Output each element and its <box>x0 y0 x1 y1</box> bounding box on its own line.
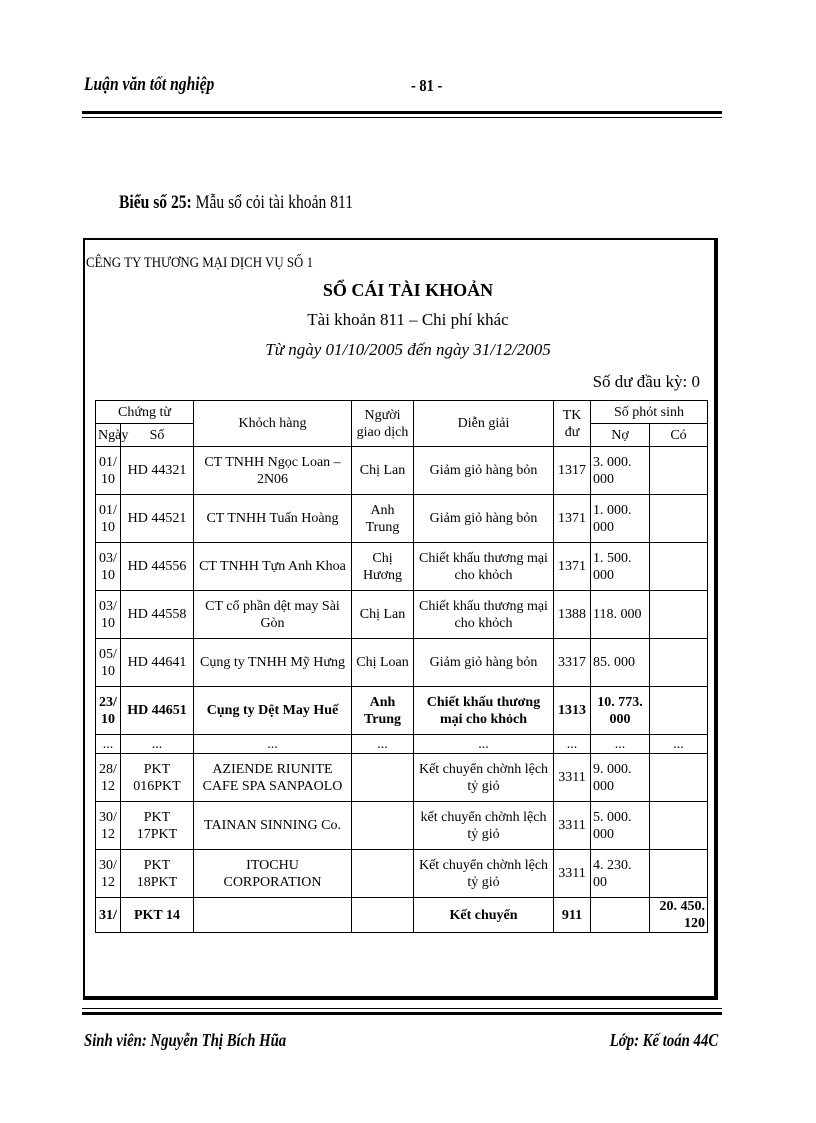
cell-date: 30/ 12 <box>96 802 121 850</box>
cell-customer: Cụng ty Dệt May Huế <box>194 687 352 735</box>
cell-number: HD 44641 <box>121 639 194 687</box>
cell-customer: CT cổ phần dệt may Sài Gòn <box>194 591 352 639</box>
cell-debit: 1. 500. 000 <box>591 543 650 591</box>
cell-number: HD 44558 <box>121 591 194 639</box>
cell-contra: 3317 <box>554 639 591 687</box>
table-row <box>96 495 708 543</box>
cell-ellipsis: ... <box>414 735 554 754</box>
cell-description: Giảm giỏ hàng bỏn <box>414 495 554 543</box>
col-description: Diễn giải <box>414 401 554 447</box>
footer-rule-thin <box>82 1008 722 1009</box>
opening-balance: Số dư đầu kỳ: 0 <box>592 372 700 391</box>
footer-rule-thick <box>82 1012 722 1015</box>
cell-description: Giảm giỏ hàng bỏn <box>414 447 554 495</box>
cell-customer: TAINAN SINNING Co. <box>194 802 352 850</box>
cell-customer: ITOCHU CORPORATION <box>194 850 352 898</box>
cell-credit <box>650 591 708 639</box>
cell-contra: 3311 <box>554 754 591 802</box>
col-credit: Có <box>650 424 708 447</box>
cell-date: 01/ 10 <box>96 495 121 543</box>
cell-contra: 1317 <box>554 447 591 495</box>
cell-deliverer: Anh Trung <box>352 687 414 735</box>
cell-contra: 1388 <box>554 591 591 639</box>
account-name: Tài khoản 811 – Chi phí khác <box>307 310 509 329</box>
cell-contra: 1371 <box>554 495 591 543</box>
cell-debit: 5. 000. 000 <box>591 802 650 850</box>
cell-date: 30/ 12 <box>96 850 121 898</box>
cell-deliverer: Chị Loan <box>352 639 414 687</box>
cell-contra: 1371 <box>554 543 591 591</box>
table-row <box>96 754 708 802</box>
cell-description: Kết chuyển chờnh lệch tỷ giỏ <box>414 754 554 802</box>
col-movement: Số phỏt sinh <box>591 401 708 424</box>
table-row <box>96 850 708 898</box>
caption-label: Biểu số 25: <box>119 192 192 213</box>
cell-number: HD 44556 <box>121 543 194 591</box>
cell-debit: 9. 000. 000 <box>591 754 650 802</box>
cell-credit <box>650 495 708 543</box>
cell-ellipsis: ... <box>591 735 650 754</box>
cell-contra: 3311 <box>554 850 591 898</box>
student-name: Sinh viên: Nguyễn Thị Bích Hũa <box>84 1030 287 1050</box>
cell-contra: 911 <box>554 898 591 933</box>
cell-deliverer <box>352 754 414 802</box>
cell-description: kết chuyển chờnh lệch tỷ giỏ <box>414 802 554 850</box>
cell-ellipsis: ... <box>194 735 352 754</box>
cell-number: HD 44321 <box>121 447 194 495</box>
col-contra: TK đư <box>554 401 591 447</box>
cell-number: PKT 18PKT <box>121 850 194 898</box>
cell-credit <box>650 687 708 735</box>
company-name: CÊNG TY THƯƠNG MẠI DỊCH VỤ SỐ 1 <box>86 255 314 271</box>
header-row-1 <box>96 401 708 424</box>
cell-number: PKT 016PKT <box>121 754 194 802</box>
cell-date: 31/ <box>96 898 121 933</box>
cell-debit <box>591 898 650 933</box>
cell-number: HD 44521 <box>121 495 194 543</box>
cell-credit <box>650 754 708 802</box>
cell-ellipsis: ... <box>352 735 414 754</box>
cell-credit <box>650 850 708 898</box>
ellipsis-row <box>96 735 708 754</box>
cell-debit: 3. 000. 000 <box>591 447 650 495</box>
ledger-title: SỔ CÁI TÀI KHOẢN <box>322 280 494 300</box>
period: Từ ngày 01/10/2005 đến ngày 31/12/2005 <box>265 340 551 359</box>
cell-customer: CT TNHH Tựn Anh Khoa <box>194 543 352 591</box>
cell-date: 01/ 10 <box>96 447 121 495</box>
cell-date: 23/ 10 <box>96 687 121 735</box>
cell-credit <box>650 447 708 495</box>
cell-customer: CT TNHH Ngọc Loan – 2N06 <box>194 447 352 495</box>
col-number: Số <box>121 424 194 447</box>
cell-date: 28/ 12 <box>96 754 121 802</box>
cell-deliverer <box>352 802 414 850</box>
cell-date: 05/ 10 <box>96 639 121 687</box>
cell-debit: 10. 773. 000 <box>591 687 650 735</box>
cell-ellipsis: ... <box>650 735 708 754</box>
cell-contra: 1313 <box>554 687 591 735</box>
cell-customer: CT TNHH Tuấn Hoàng <box>194 495 352 543</box>
cell-deliverer <box>352 850 414 898</box>
table-row <box>96 543 708 591</box>
cell-debit: 1. 000. 000 <box>591 495 650 543</box>
cell-customer: Cụng ty TNHH Mỹ Hưng <box>194 639 352 687</box>
cell-credit <box>650 639 708 687</box>
table-row-closing <box>96 898 708 933</box>
cell-deliverer: Chị Lan <box>352 447 414 495</box>
table-row <box>96 802 708 850</box>
class-name: Lớp: Kế toán 44C <box>609 1030 718 1050</box>
cell-contra: 3311 <box>554 802 591 850</box>
col-deliverer: Người giao dịch <box>352 401 414 447</box>
cell-ellipsis: ... <box>121 735 194 754</box>
cell-date: 03/ 10 <box>96 543 121 591</box>
col-date: Ngày <box>96 424 121 447</box>
cell-description: Chiết khấu thương mại cho khỏch <box>414 543 554 591</box>
table-row <box>96 687 708 735</box>
figure-caption <box>119 192 353 214</box>
cell-description: Chiết khấu thương mại cho khỏch <box>414 687 554 735</box>
ledger-table <box>95 400 708 933</box>
cell-description: Kết chuyển <box>414 898 554 933</box>
table-row <box>96 639 708 687</box>
cell-deliverer <box>352 898 414 933</box>
page-number: - 81 - <box>411 76 443 95</box>
cell-deliverer: Chị Lan <box>352 591 414 639</box>
cell-description: Giảm giỏ hàng bỏn <box>414 639 554 687</box>
cell-credit <box>650 543 708 591</box>
header-rule-thick <box>82 111 722 114</box>
cell-number: PKT 17PKT <box>121 802 194 850</box>
col-voucher: Chứng từ <box>96 401 194 424</box>
cell-ellipsis: ... <box>554 735 591 754</box>
cell-debit: 85. 000 <box>591 639 650 687</box>
cell-debit: 4. 230. 00 <box>591 850 650 898</box>
cell-date: 03/ 10 <box>96 591 121 639</box>
table-row <box>96 447 708 495</box>
cell-number: HD 44651 <box>121 687 194 735</box>
caption-text: Mẫu sổ cỏi tài khoản 811 <box>191 192 353 213</box>
col-customer: Khỏch hàng <box>194 401 352 447</box>
cell-debit: 118. 000 <box>591 591 650 639</box>
cell-credit <box>650 802 708 850</box>
thesis-header: Luận văn tốt nghiệp <box>84 74 215 95</box>
cell-customer: AZIENDE RIUNITE CAFE SPA SANPAOLO <box>194 754 352 802</box>
table-row <box>96 591 708 639</box>
cell-customer <box>194 898 352 933</box>
cell-ellipsis: ... <box>96 735 121 754</box>
cell-description: Kết chuyển chờnh lệch tỷ giỏ <box>414 850 554 898</box>
col-debit: Nợ <box>591 424 650 447</box>
header-rule-thin <box>82 117 722 118</box>
cell-number: PKT 14 <box>121 898 194 933</box>
cell-deliverer: Anh Trung <box>352 495 414 543</box>
cell-credit: 20. 450. 120 <box>650 898 708 933</box>
cell-deliverer: Chị Hương <box>352 543 414 591</box>
cell-description: Chiết khấu thương mại cho khỏch <box>414 591 554 639</box>
